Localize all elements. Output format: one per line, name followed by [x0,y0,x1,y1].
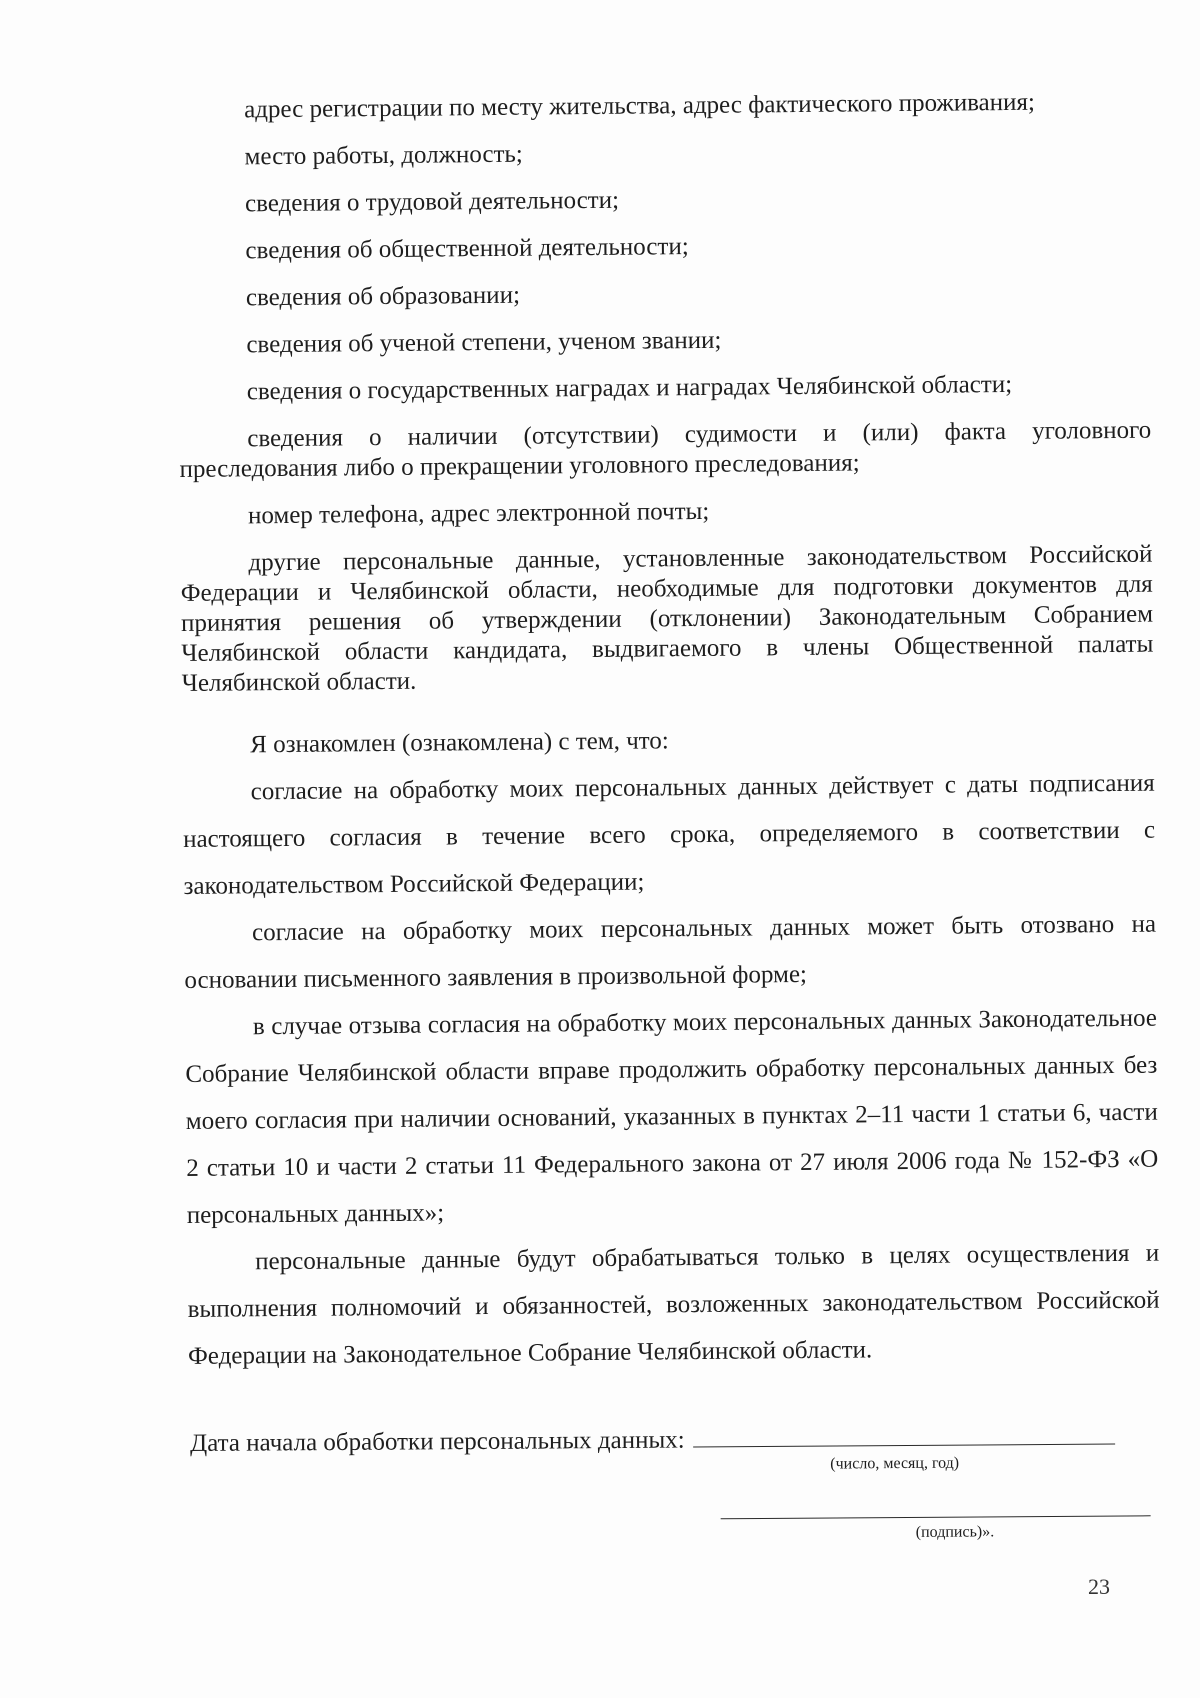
list-item: сведения о государственных наградах и наградах Челябинской области; [246,370,1013,406]
list-item: сведения об образовании; [245,281,521,312]
list-item: сведения об общественной деятельности; [245,233,689,265]
signature-block [190,1421,1151,1547]
acknowledgement-item: персональные данные будут обрабатываться только в целях осуществления и выполнения полномочий и обязанностей, возложенных законодательством Российской Федерации на Законодательное Собрание Челябинской области. [187,1239,1160,1370]
date-line [190,1421,1150,1458]
acknowledgement-intro: Я ознакомлен (ознакомлена) с тем, что: [250,727,669,759]
acknowledgement-item: согласие на обработку моих персональных данных может быть отозвано на основании письменного заявления в произвольной форме; [184,910,1157,994]
list-item: номер телефона, адрес электронной почты; [247,497,710,530]
list-item: адрес регистрации по месту жительства, адрес фактического проживания; [244,88,1036,124]
signature-field-line [720,1493,1150,1519]
date-caption: (число, месяц, год) [830,1454,960,1473]
list-item: сведения о трудовой деятельности; [244,186,620,218]
page-number: 23 [1088,1574,1110,1599]
acknowledgement-item: согласие на обработку моих персональных данных действует с даты подписания настоящего согласия в течение всего срока, определяемого в соответствии с законодательством Российской Федерации; [183,769,1156,900]
acknowledgement-item: в случае отзыва согласия на обработку моих персональных данных Законодательное Собрание Челябинской области вправе продолжить обработку персональных данных без моего согласия при наличии оснований, указанных в пунктах 2–11 части 1 статьи 6, части 2 статьи 10 и части 2 статьи 11 Федерального закона от 27 июля 2006 года № 152-ФЗ «О персональных данных»; [185,1004,1159,1229]
list-item: другие персональные данные, установленные законодательством Российской Федерации и Челябинской области, необходимые для подготовки документов для принятия решения об утверждении (отклонении) Законодательным Собранием Челябинской области кандидата, выдвигаемого в члены Общественной палаты Челябинской области. [180,540,1154,697]
date-label: Дата начала обработки персональных данных: [190,1426,685,1457]
document-body [176,87,1160,1380]
list-item: место работы, должность; [244,140,523,171]
list-item: сведения об ученой степени, ученом звании; [246,326,722,359]
signature-caption: (подпись)». [915,1523,995,1541]
date-field-line [693,1422,1115,1448]
list-item: сведения о наличии (отсутствии) судимости и (или) факта уголовного преследования либо о прекращении уголовного преследования; [179,416,1152,483]
